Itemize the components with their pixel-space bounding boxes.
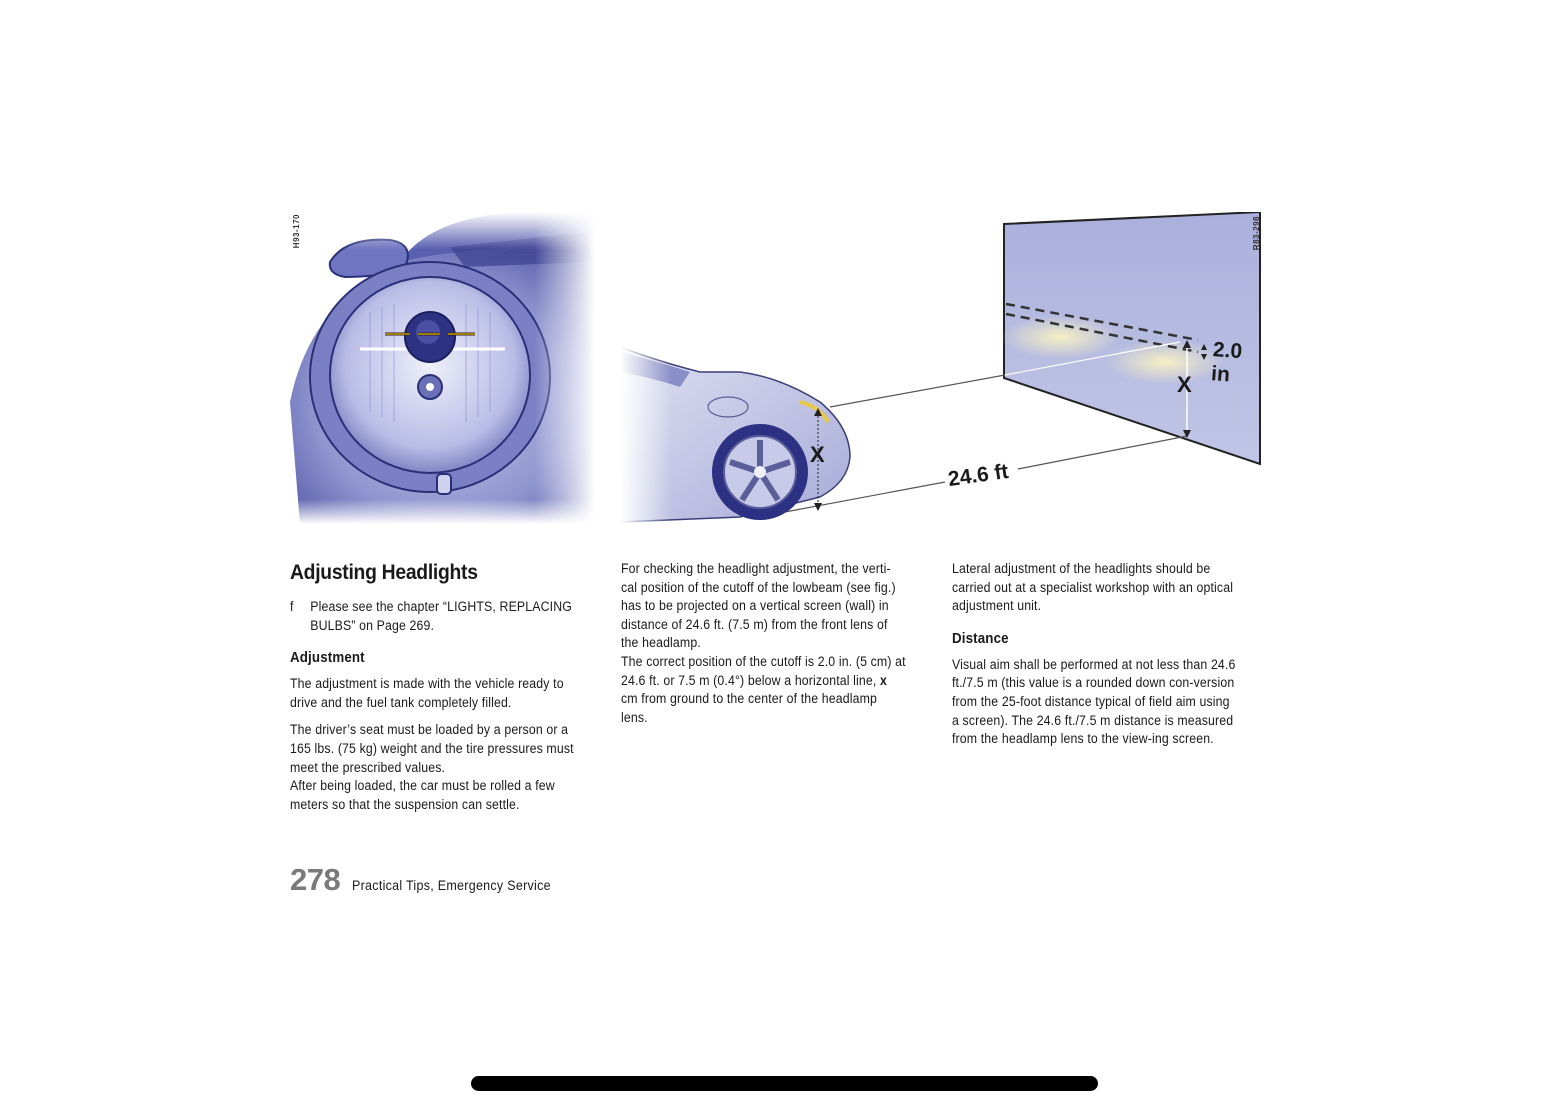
aim-diagram-illustration (620, 212, 1265, 524)
paragraph (621, 653, 906, 727)
figure-code-label: H93-170 (292, 214, 301, 249)
text-column-3 (952, 560, 1237, 749)
paragraph: The adjustment is made with the vehicle ready to drive and the fuel tank completely filled. (290, 676, 564, 710)
page-number: 278 (290, 862, 341, 897)
note-item (290, 598, 575, 635)
section-name: Practical Tips, Emergency Service (352, 878, 552, 893)
headlight-aim-diagram (620, 212, 1265, 524)
paragraph: The driver’s seat must be loaded by a person or a 165 lbs. (75 kg) weight and the tire pressures must meet the prescribed values. (290, 722, 574, 775)
subheading-distance: Distance (952, 630, 1009, 647)
subheading-adjustment: Adjustment (290, 650, 365, 667)
height-x-label-car: X (810, 442, 825, 467)
page-title: Adjusting Headlights (290, 561, 478, 584)
headlamp-closeup-figure (290, 212, 595, 524)
page-footer (290, 862, 568, 898)
headlamp-illustration (290, 212, 595, 524)
figure-code-label: R83-298 (1252, 216, 1261, 251)
paragraph-text: cm from ground to the center of the headlamp lens. (621, 691, 878, 725)
distance-label: 24.6 ft (946, 459, 1010, 492)
paragraph-text: The correct position of the cutoff is 2.0 in. (5 cm) at 24.6 ft. or 7.5 m (0.4°) below a horizontal line, (621, 653, 906, 688)
offset-label: 2.0 in (1210, 338, 1243, 387)
height-x-label-wall: X (1177, 372, 1192, 397)
text-column-2 (621, 560, 906, 727)
text-column-1 (290, 560, 575, 814)
scrollbar-handle[interactable] (471, 1076, 1098, 1091)
paragraph: For checking the headlight adjustment, the verti-cal position of the cutoff of the lowbeam (see fig.) has to be projected on a vertical screen (wall) in distance of 24.6 ft. (7.5 m) from the front lens of the headlamp. (621, 561, 896, 651)
note-bullet-icon: f (290, 599, 294, 614)
note-text: Please see the chapter “LIGHTS, REPLACING BULBS” on Page 269. (310, 599, 572, 633)
paragraph: Visual aim shall be performed at not less than 24.6 ft./7.5 m (this value is a rounded down con-version from the 25-foot distance typical of field aim using a screen). The 24.6 ft./7.5 m distance is measured from the headlamp lens to the view-ing screen. (952, 656, 1236, 747)
paragraph: After being loaded, the car must be rolled a few meters so that the suspension can settle. (290, 778, 555, 812)
paragraph: Lateral adjustment of the headlights should be carried out at a specialist workshop with an optical adjustment unit. (952, 561, 1234, 614)
variable-x: x (880, 672, 888, 688)
